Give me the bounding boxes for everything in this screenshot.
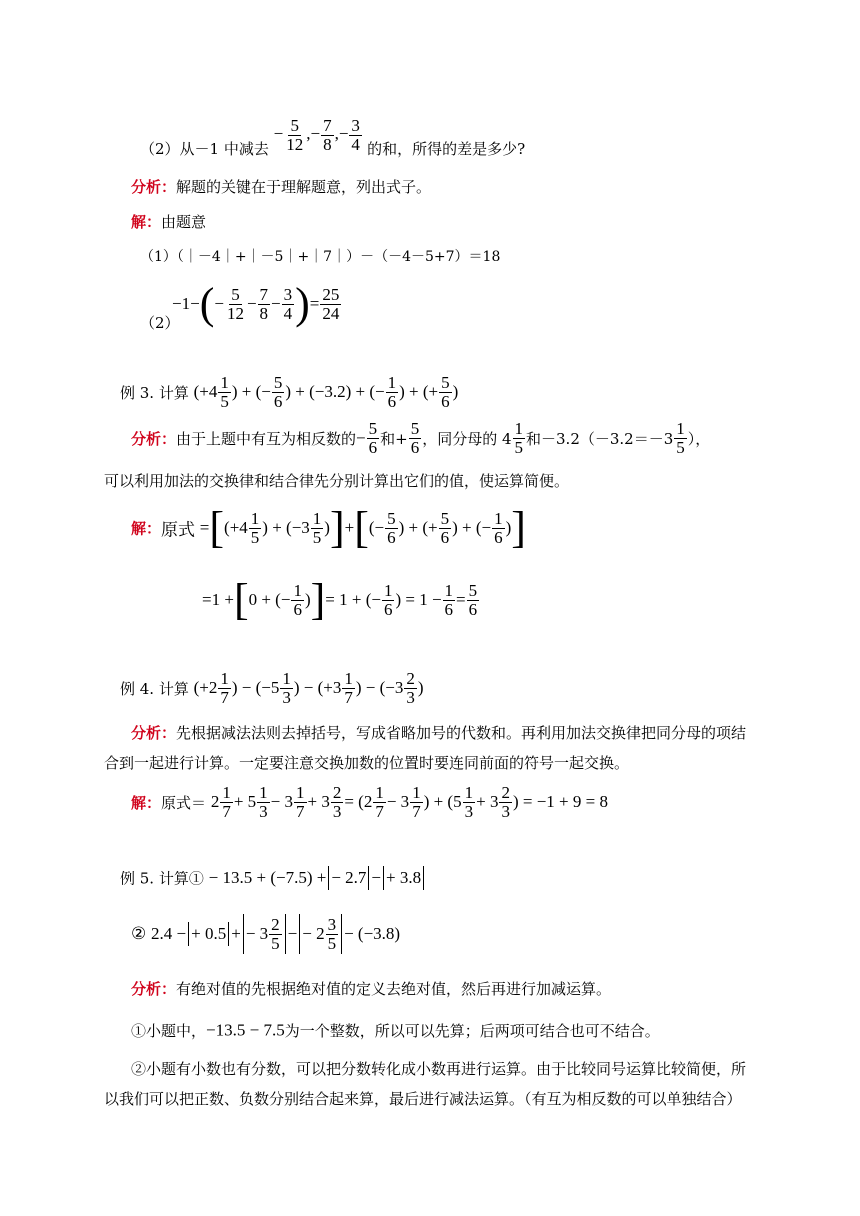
fraction: $\frac{1}{6}$ bbox=[494, 508, 503, 547]
analysis-label: 分析： bbox=[131, 429, 177, 448]
solution-prefix: 原式 bbox=[161, 520, 196, 541]
fraction: $\frac{1}{6}$ bbox=[383, 580, 393, 619]
solution-text: 由题意 bbox=[161, 213, 207, 231]
fraction: $\frac{5}{6}$ bbox=[273, 373, 283, 411]
example-3-analysis: 分析：由于上题中有互为相反数的− $\frac{5}{6}$ 和+ $\frac{5}{6}$ ，同分母的 4 $\frac{1}{5}$ 和－3.2（－3.2＝－3 $\frac{1}{5}$ ）， bbox=[131, 419, 711, 457]
fraction: $\frac{5}{6}$ bbox=[441, 373, 450, 411]
fraction: $\frac{5}{6}$ bbox=[368, 419, 378, 457]
analysis-text-d: 和－3.2（－3.2＝－3 bbox=[526, 429, 674, 448]
fraction: $\frac{5}{6}$ bbox=[440, 508, 450, 547]
fraction: $\frac{5}{6}$ bbox=[410, 419, 420, 457]
fraction: $\frac{1}{6}$ bbox=[293, 580, 302, 619]
solution-label: 解： bbox=[131, 213, 162, 231]
example-4-solution bbox=[131, 784, 608, 821]
analysis-label: 分析： bbox=[131, 980, 177, 998]
fraction: $\frac{1}{3}$ bbox=[464, 783, 474, 821]
fraction: $\frac{1}{6}$ bbox=[444, 580, 454, 619]
fraction: $\frac{1}{7}$ bbox=[375, 783, 384, 821]
answer-2-label: （2） bbox=[140, 314, 180, 332]
item-2-label: ② bbox=[131, 923, 147, 944]
question-2-fractions: − $\frac{5}{12}$ ,− $\frac{7}{8}$ ,− $\frac{3}{4}$ bbox=[273, 116, 360, 154]
example-3-solution-line1: =[(+4 $\frac{1}{5}$ ) + (−3 $\frac{1}{5}$ )]+[(− $\frac{5}{6}$ ) + (+ $\frac{5}{6}$ ) + (− $\frac{1}{6}$ )] bbox=[199, 503, 526, 552]
analysis-text-a: 由于上题中有互为相反数的 bbox=[176, 429, 357, 448]
analysis-1 bbox=[131, 176, 431, 197]
example-4-expression: (+2 $\frac{1}{7}$ ) − (−5 $\frac{1}{3}$ ) − (+3 $\frac{1}{7}$ ) − (−3 $\frac{2}{3}$ ) bbox=[193, 669, 424, 707]
fraction: $\frac{25}{24}$ bbox=[322, 284, 340, 323]
example-3-analysis-line2: 可以利用加法的交换律和结合律先分别计算出它们的值，使运算简便。 bbox=[104, 472, 570, 490]
analysis-text: 有绝对值的先根据绝对值的定义去绝对值，然后再进行加减运算。 bbox=[176, 980, 612, 998]
example-5-title bbox=[120, 866, 426, 890]
fraction: $\frac{1}{5}$ bbox=[312, 508, 322, 547]
question-2-tail: 的和，所得的差是多少? bbox=[367, 139, 526, 158]
example-4-label: 例 4. 计算 bbox=[120, 679, 189, 698]
fraction: $\frac{7}{8}$ bbox=[323, 116, 332, 154]
example-3-label: 例 3. 计算 bbox=[120, 383, 189, 402]
fraction: $\frac{5}{6}$ bbox=[468, 580, 478, 619]
example-5-note-1 bbox=[131, 1020, 660, 1041]
analysis-text-c: ，同分母的 4 bbox=[422, 429, 512, 448]
solution-prefix: 原式＝ bbox=[161, 793, 207, 812]
solution-1 bbox=[131, 211, 206, 232]
example-5-label: 例 5. 计算① bbox=[120, 869, 204, 888]
fraction: $\frac{1}{7}$ bbox=[412, 783, 421, 821]
fraction: $\frac{3}{4}$ bbox=[283, 284, 293, 323]
fraction: $\frac{7}{8}$ bbox=[259, 284, 269, 323]
solution-label: 解： bbox=[131, 793, 162, 812]
example-3-solution bbox=[131, 503, 526, 552]
example-3-title bbox=[120, 374, 458, 411]
solution-label: 解： bbox=[131, 519, 162, 538]
fraction: $\frac{3}{5}$ bbox=[327, 914, 337, 953]
analysis-text: 先根据减法法则去掉括号，写成省略加号的代数和。再利用加法交换律把同分母的项结合到一起进行计算。一定要注意交换加数的位置时要连同前面的符号一起交换。 bbox=[104, 724, 747, 772]
analysis-text-b: 和+ bbox=[380, 429, 408, 448]
note-1-text-b: 为一个整数，所以可以先算；后两项可结合也可不结合。 bbox=[284, 1022, 660, 1040]
example-5-analysis bbox=[131, 978, 611, 999]
fraction: $\frac{5}{6}$ bbox=[387, 508, 396, 547]
analysis-label: 分析： bbox=[131, 724, 177, 742]
fraction: $\frac{1}{7}$ bbox=[344, 669, 353, 707]
answer-2-expression: −1−(− $\frac{5}{12}$ − $\frac{7}{8}$ − $\frac{3}{4}$ )= $\frac{25}{24}$ bbox=[172, 279, 340, 328]
fraction: $\frac{1}{5}$ bbox=[220, 373, 229, 411]
note-1-expression: −13.5 − 7.5 bbox=[206, 1020, 285, 1040]
fraction: $\frac{1}{5}$ bbox=[250, 508, 260, 547]
example-5-note-2: ②小题有小数也有分数，可以把分数转化成小数再进行运算。由于比较同号运算比较简便，所以我们可以把正数、负数分别结合起来算，最后进行减法运算。（有互为相反数的可以单独结合） bbox=[104, 1060, 747, 1108]
note-1-text-a: ①小题中， bbox=[131, 1022, 207, 1040]
example-4-analysis bbox=[104, 718, 752, 778]
fraction: $\frac{5}{12}$ bbox=[286, 116, 304, 154]
example-5-item-2 bbox=[131, 914, 400, 954]
example-3-expression: (+4 $\frac{1}{5}$ ) + (− $\frac{5}{6}$ ) + (−3.2) + (− $\frac{1}{6}$ ) + (+ $\frac{5}{6}$ ) bbox=[193, 373, 459, 411]
fraction: $\frac{1}{7}$ bbox=[296, 783, 305, 821]
fraction: $\frac{1}{6}$ bbox=[387, 373, 397, 411]
fraction: $\frac{1}{5}$ bbox=[514, 419, 524, 457]
question-2-label: （2）从－1 中减去 bbox=[140, 139, 269, 158]
example-5-expression-1: − 13.5 + (−7.5) + − 2.7 − + 3.8 bbox=[209, 867, 426, 886]
fraction: $\frac{2}{3}$ bbox=[501, 783, 510, 821]
example-5-expression-2: 2.4 − + 0.5 + − 3 $\frac{2}{5}$ − − 2 $\frac{3}{5}$ − (−3.8) bbox=[151, 914, 401, 953]
fraction: $\frac{3}{4}$ bbox=[351, 116, 360, 154]
fraction: $\frac{5}{12}$ bbox=[226, 284, 244, 323]
fraction: $\frac{1}{7}$ bbox=[222, 783, 231, 821]
example-4-title bbox=[120, 670, 424, 707]
example-3-solution-line2: =1 +[0 + (− $\frac{1}{6}$ )]= 1 + (− $\frac{1}{6}$ ) = 1 − $\frac{1}{6}$ = $\frac{5}{6}$ bbox=[202, 575, 478, 624]
fraction: $\frac{2}{3}$ bbox=[406, 669, 415, 707]
example-4-solution-expression: 2 $\frac{1}{7}$ + 5 $\frac{1}{3}$ − 3 $\frac{1}{7}$ + 3 $\frac{2}{3}$ = (2 $\frac{1}{7}$ − 3 $\frac{1}{7}$ ) + (5 $\frac{1}{3}$ + 3 $\frac{2}{3}$ ) = −1 + 9 = 8 bbox=[210, 783, 608, 821]
fraction: $\frac{1}{3}$ bbox=[282, 669, 291, 707]
fraction: $\frac{2}{5}$ bbox=[271, 914, 280, 953]
answer-1: （1）（｜－4｜+｜－5｜+｜7｜）－（－4－5+7）＝18 bbox=[140, 249, 501, 265]
fraction: $\frac{1}{3}$ bbox=[259, 783, 268, 821]
fraction: $\frac{1}{5}$ bbox=[676, 419, 685, 457]
analysis-label: 分析： bbox=[131, 178, 177, 196]
analysis-text-e: ）， bbox=[687, 429, 711, 448]
fraction: $\frac{1}{7}$ bbox=[220, 669, 229, 707]
fraction: $\frac{2}{3}$ bbox=[332, 783, 342, 821]
analysis-text: 解题的关键在于理解题意，列出式子。 bbox=[176, 178, 432, 196]
answer-2 bbox=[140, 279, 340, 332]
question-2 bbox=[140, 117, 525, 165]
